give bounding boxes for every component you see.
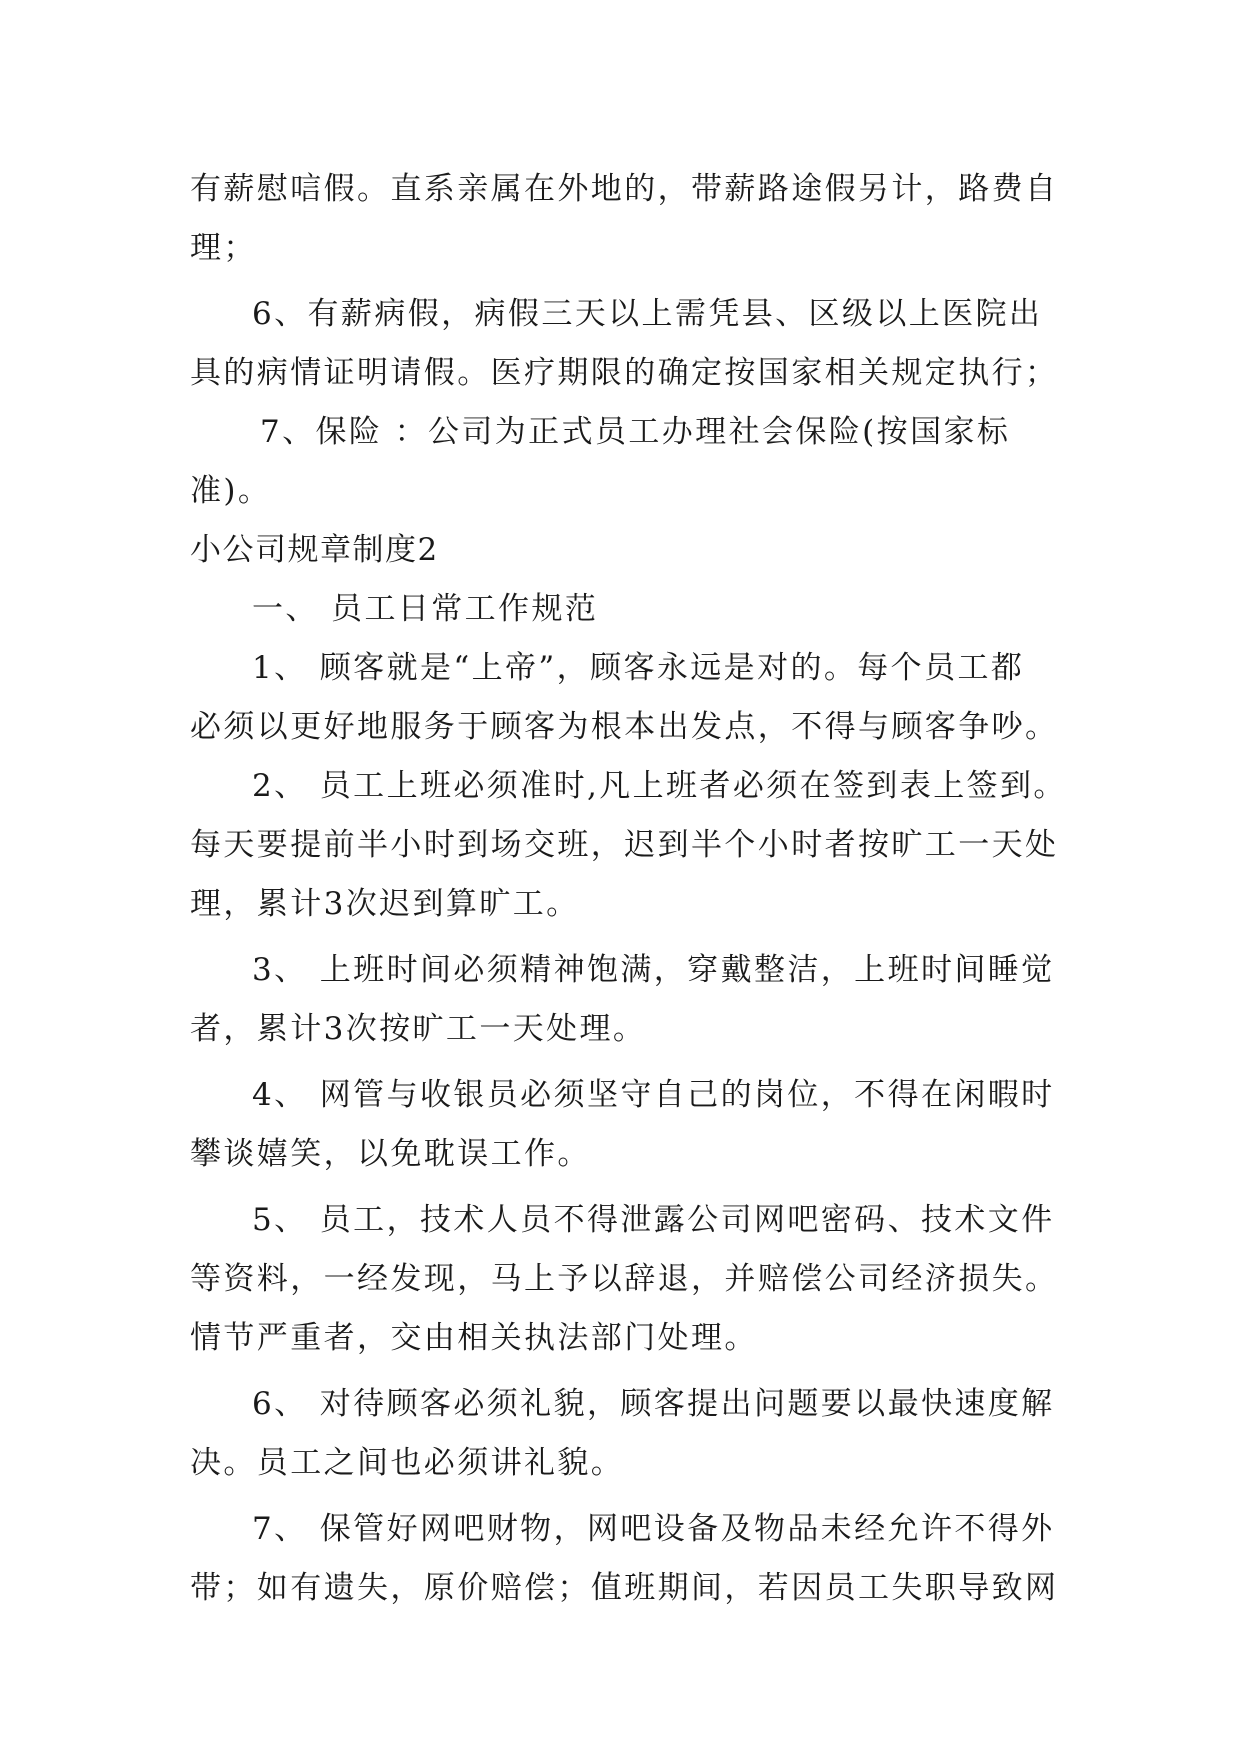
text-line: 具的病情证明请假。医疗期限的确定按国家相关规定执行； [190,355,1059,391]
text-line: 决。员工之间也必须讲礼貌。 [190,1445,625,1481]
text-line: 1、 顾客就是“上帝”，顾客永远是对的。每个员工都 [252,650,1025,686]
text-line: 理； [190,230,257,266]
subsection-heading: 一、 员工日常工作规范 [252,591,599,627]
text-line: 准)。 [190,473,272,509]
text-line: 2、 员工上班必须准时,凡上班者必须在签到表上签到。 [252,768,1067,804]
text-line: 有薪慰唁假。直系亲属在外地的，带薪路途假另计，路费自 [190,171,1059,207]
section-heading: 小公司规章制度2 [190,532,439,568]
text-line: 每天要提前半小时到场交班，迟到半个小时者按旷工一天处 [190,827,1059,863]
text-line: 5、 员工，技术人员不得泄露公司网吧密码、技术文件 [252,1202,1055,1238]
text-line: 4、 网管与收银员必须坚守自己的岗位，不得在闲暇时 [252,1077,1055,1113]
text-line: 7、保险 ：公司为正式员工办理社会保险(按国家标 [260,414,1011,450]
document-body [190,160,1067,1618]
text-line: 攀谈嬉笑，以免耽误工作。 [190,1136,591,1172]
text-line: 3、 上班时间必须精神饱满，穿戴整洁，上班时间睡觉 [252,952,1055,988]
text-line: 7、 保管好网吧财物，网吧设备及物品未经允许不得外 [252,1511,1055,1547]
text-line: 理，累计3次迟到算旷工。 [190,886,580,922]
text-line: 6、 对待顾客必须礼貌，顾客提出问题要以最快速度解 [252,1386,1055,1422]
text-line: 等资料，一经发现，马上予以辞退，并赔偿公司经济损失。 [190,1261,1059,1297]
text-line: 情节严重者，交由相关执法部门处理。 [190,1320,758,1356]
text-line: 带；如有遗失，原价赔偿；值班期间，若因员工失职导致网 [190,1570,1059,1606]
text-line: 6、有薪病假，病假三天以上需凭县、区级以上医院出 [252,296,1043,332]
text-line: 必须以更好地服务于顾客为根本出发点，不得与顾客争吵。 [190,709,1059,745]
text-line: 者，累计3次按旷工一天处理。 [190,1011,647,1047]
